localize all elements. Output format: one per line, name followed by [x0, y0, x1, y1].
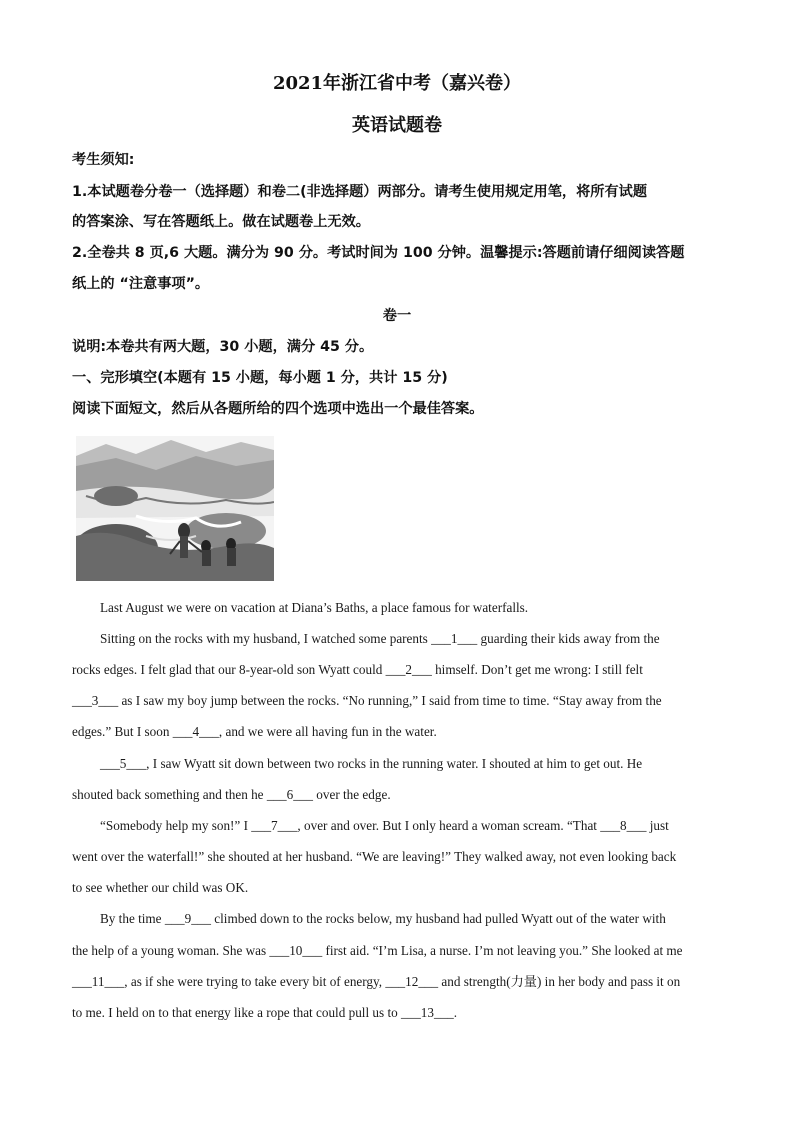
passage-line-14: to me. I held on to that energy like a rope that could pull us to ___13___. [72, 1005, 458, 1020]
notice-line-2: 的答案涂、写在答题纸上。做在试题卷上无效。 [72, 214, 370, 230]
exam-subtitle: 英语试题卷 [352, 115, 442, 136]
volume-note: 说明:本卷共有两大题，30 小题，满分 45 分。 [72, 339, 374, 355]
part-heading: 一、完形填空(本题有 15 小题，每小题 1 分，共计 15 分) [72, 370, 448, 386]
passage-line-4: ___3___ as I saw my boy jump between the rocks. “No running,” I said from time to time. “Stay away from the [72, 693, 662, 708]
notice-line-3: 2.全卷共 8 页,6 大题。满分为 90 分。考试时间为 100 分钟。温馨提示:答题前请仔细阅读答题 [72, 245, 685, 261]
notice-line-1: 1.本试题卷分卷一（选择题）和卷二(非选择题）两部分。请考生使用规定用笔，将所有试题 [72, 184, 648, 200]
passage-line-8: “Somebody help my son!” I ___7___, over and over. But I only heard a woman scream. “That ___8___ just [100, 818, 669, 833]
passage-line-11: By the time ___9___ climbed down to the rocks below, my husband had pulled Wyatt out of the water with [100, 911, 666, 926]
passage-line-7: shouted back something and then he ___6___ over the edge. [72, 787, 391, 802]
passage-line-3: rocks edges. I felt glad that our 8-year-old son Wyatt could ___2___ himself. Don’t get me wrong: I still felt [72, 662, 643, 677]
notice-heading: 考生须知: [72, 152, 135, 168]
passage-line-1: Last August we were on vacation at Diana’s Baths, a place famous for waterfalls. [100, 600, 529, 615]
part-instruction: 阅读下面短文，然后从各题所给的四个选项中选出一个最佳答案。 [72, 401, 484, 417]
volume-heading: 卷一 [382, 308, 412, 324]
passage-line-10: to see whether our child was OK. [72, 880, 249, 895]
notice-line-4: 纸上的 “注意事项”。 [72, 276, 210, 292]
waterfall-illustration [76, 436, 274, 581]
passage-line-6: ___5___, I saw Wyatt sit down between two rocks in the running water. I shouted at him to get out. He [100, 756, 643, 771]
passage-line-2: Sitting on the rocks with my husband, I watched some parents ___1___ guarding their kids away from the [100, 631, 660, 646]
passage-line-5: edges.” But I soon ___4___, and we were all having fun in the water. [72, 724, 437, 739]
passage-line-12: the help of a young woman. She was ___10___ first aid. “I’m Lisa, a nurse. I’m not leaving you.” She looked at me [72, 943, 683, 958]
passage-line-13: ___11___, as if she were trying to take every bit of energy, ___12___ and strength(力量) in her body and pass it on [72, 974, 681, 989]
passage-line-9: went over the waterfall!” she shouted at her husband. “We are leaving!” They walked away, not even looking back [72, 849, 677, 864]
exam-title: 2021年浙江省中考（嘉兴卷） [272, 73, 522, 94]
